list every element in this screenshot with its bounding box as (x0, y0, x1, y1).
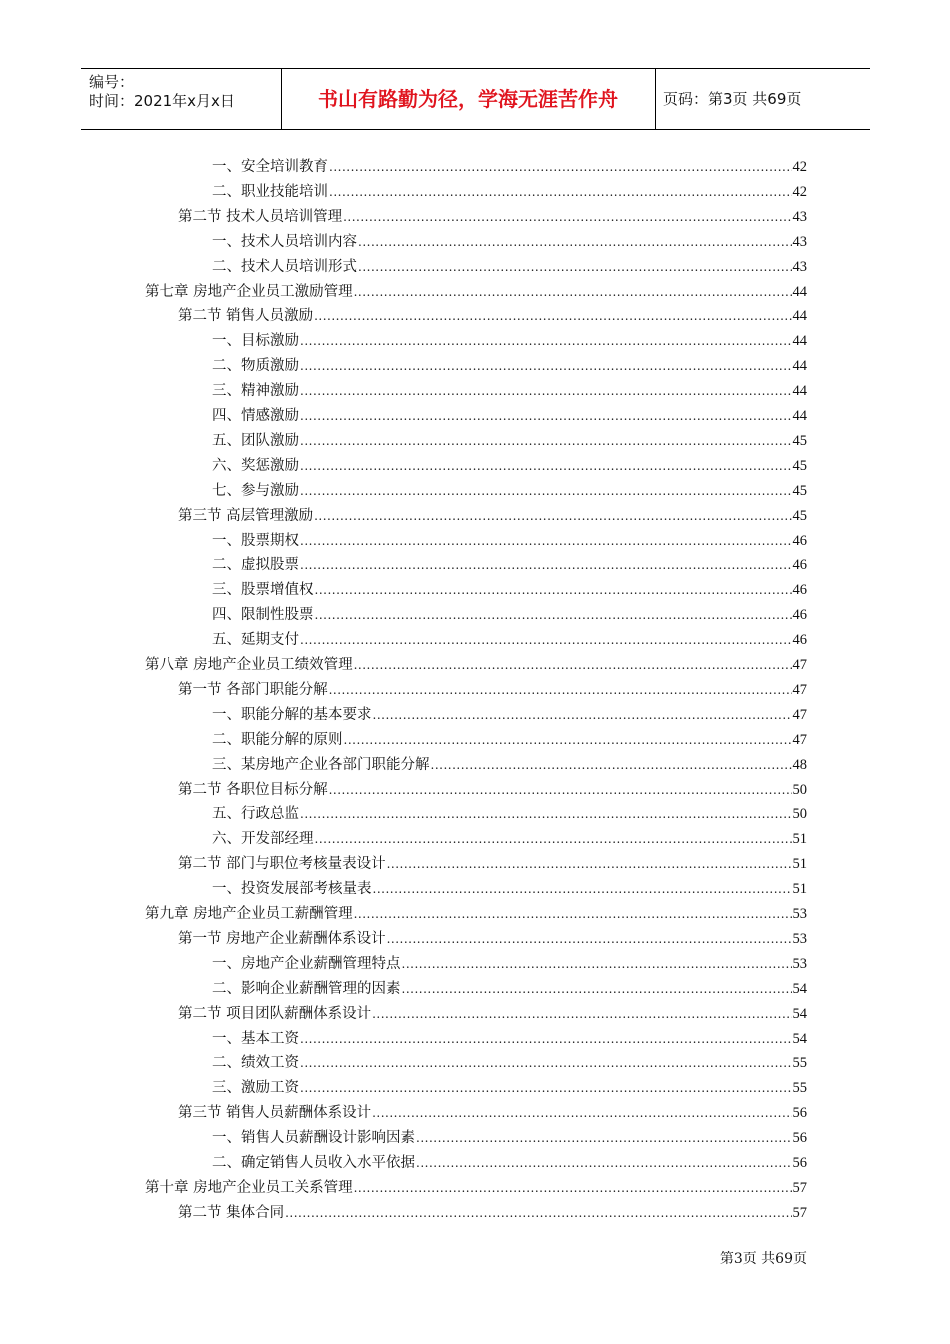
toc-entry-label: 七、参与激励 (212, 482, 299, 499)
toc-dot-leader (300, 455, 792, 477)
toc-dot-leader (372, 1102, 791, 1124)
toc-dot-leader (416, 1127, 792, 1149)
toc-entry-page-number: 46 (792, 582, 807, 599)
toc-entry[interactable] (212, 554, 807, 576)
toc-entry-label: 三、某房地产企业各部门职能分解 (212, 756, 430, 773)
toc-entry-label: 第二节 集体合同 (178, 1204, 285, 1221)
toc-entry[interactable] (212, 604, 807, 626)
toc-dot-leader (329, 779, 792, 801)
toc-entry-label: 五、延期支付 (212, 632, 299, 649)
toc-entry[interactable] (212, 430, 807, 452)
toc-entry-page-number: 44 (792, 383, 807, 400)
toc-entry[interactable] (178, 928, 807, 950)
toc-entry-page-number: 55 (792, 1055, 807, 1072)
toc-entry[interactable] (212, 1052, 807, 1074)
toc-entry-page-number: 43 (792, 208, 807, 225)
toc-entry-page-number: 56 (792, 1130, 807, 1147)
toc-dot-leader (300, 355, 792, 377)
toc-entry[interactable] (178, 505, 807, 527)
toc-entry[interactable] (145, 903, 807, 925)
toc-entry-label: 一、技术人员培训内容 (212, 233, 357, 250)
toc-entry[interactable] (212, 530, 807, 552)
document-code-label: 编号： (89, 73, 135, 91)
document-time: 时间：2021年x月x日 (89, 92, 235, 110)
toc-entry-page-number: 45 (792, 482, 807, 499)
toc-entry-page-number: 46 (792, 607, 807, 624)
toc-entry[interactable] (212, 181, 807, 203)
toc-dot-leader (343, 206, 791, 228)
toc-entry-label: 一、股票期权 (212, 532, 299, 549)
toc-entry-label: 一、安全培训教育 (212, 159, 328, 175)
toc-entry-label: 五、团队激励 (212, 432, 299, 449)
toc-entry-page-number: 56 (792, 1155, 807, 1171)
toc-entry[interactable] (212, 803, 807, 825)
toc-entry[interactable] (212, 455, 807, 477)
toc-entry-page-number: 47 (792, 657, 807, 673)
toc-entry-page-number: 54 (792, 980, 807, 997)
toc-entry-page-number: 45 (792, 457, 807, 474)
toc-dot-leader (354, 281, 792, 303)
toc-dot-leader (329, 181, 792, 203)
document-meta (89, 69, 279, 129)
toc-entry[interactable] (178, 206, 807, 228)
toc-dot-leader (372, 1003, 791, 1025)
toc-entry-label: 二、虚拟股票 (212, 557, 299, 574)
toc-entry-page-number: 47 (792, 731, 807, 748)
toc-entry-label: 第十章 房地产企业员工关系管理 (145, 1179, 353, 1196)
toc-entry-page-number: 51 (792, 856, 807, 873)
toc-entry-page-number: 43 (792, 258, 807, 275)
toc-entry[interactable] (212, 480, 807, 502)
toc-entry-page-number: 54 (792, 1030, 807, 1047)
toc-entry-page-number: 46 (792, 557, 807, 574)
toc-entry-page-number: 50 (792, 781, 807, 798)
toc-entry[interactable] (212, 629, 807, 651)
toc-entry[interactable] (212, 729, 807, 751)
toc-entry[interactable] (212, 579, 807, 601)
toc-dot-leader (373, 704, 792, 726)
toc-entry-page-number: 47 (792, 706, 807, 723)
header-motto: 书山有路勤为径，学海无涯苦作舟 (318, 87, 618, 111)
toc-entry-page-number: 53 (792, 906, 807, 922)
toc-entry-label: 二、物质激励 (212, 358, 299, 375)
toc-entry-page-number: 55 (792, 1080, 807, 1097)
toc-entry-page-number: 51 (792, 881, 807, 898)
toc-entry-label: 三、精神激励 (212, 383, 299, 400)
toc-dot-leader (354, 903, 792, 925)
toc-entry[interactable] (212, 828, 807, 850)
toc-entry-page-number: 44 (792, 308, 807, 325)
toc-entry[interactable] (212, 1127, 807, 1149)
toc-entry-page-number: 44 (792, 358, 807, 375)
toc-entry-page-number: 47 (792, 681, 807, 698)
toc-dot-leader (387, 853, 792, 875)
toc-dot-leader (300, 530, 792, 552)
toc-dot-leader (344, 729, 792, 751)
toc-dot-leader (300, 1028, 792, 1050)
toc-entry[interactable] (212, 256, 807, 278)
toc-dot-leader (354, 654, 792, 676)
toc-dot-leader (300, 629, 792, 651)
header-divider-right (655, 69, 656, 129)
toc-entry[interactable] (212, 878, 807, 900)
toc-entry-page-number: 43 (792, 233, 807, 250)
toc-entry-label: 第二节 部门与职位考核量表设计 (178, 856, 386, 873)
toc-entry-page-number: 46 (792, 632, 807, 649)
toc-entry[interactable] (178, 779, 807, 801)
toc-entry-label: 二、绩效工资 (212, 1055, 299, 1072)
toc-entry-label: 六、开发部经理 (212, 831, 314, 848)
toc-entry[interactable] (212, 1152, 807, 1174)
toc-dot-leader (300, 480, 792, 502)
toc-dot-leader (315, 579, 792, 601)
toc-entry[interactable] (178, 1202, 807, 1224)
toc-entry[interactable] (145, 281, 807, 303)
toc-entry-page-number: 46 (792, 532, 807, 549)
toc-dot-leader (358, 231, 792, 253)
toc-dot-leader (300, 380, 792, 402)
toc-entry-page-number: 51 (792, 831, 807, 848)
toc-dot-leader (315, 604, 792, 626)
toc-dot-leader (300, 330, 792, 352)
toc-entry-label: 四、限制性股票 (212, 607, 314, 624)
toc-entry[interactable] (178, 1102, 807, 1124)
toc-dot-leader (300, 554, 792, 576)
toc-entry-label: 第一节 房地产企业薪酬体系设计 (178, 930, 386, 947)
toc-entry-page-number: 54 (792, 1005, 807, 1022)
page-footer: 第3页 共69页 (719, 1251, 807, 1267)
toc-dot-leader (314, 505, 791, 527)
toc-entry[interactable] (178, 1003, 807, 1025)
header-page-info: 页码：第3页 共69页 (663, 90, 802, 108)
toc-entry[interactable] (212, 330, 807, 352)
toc-dot-leader (329, 679, 792, 701)
toc-entry[interactable] (212, 405, 807, 427)
toc-entry-page-number: 44 (792, 333, 807, 350)
toc-entry-page-number: 42 (792, 159, 807, 175)
toc-entry-label: 二、职能分解的原则 (212, 731, 343, 748)
toc-dot-leader (285, 1202, 791, 1224)
toc-dot-leader (358, 256, 792, 278)
toc-entry-label: 第一节 各部门职能分解 (178, 681, 328, 698)
toc-dot-leader (402, 978, 792, 1000)
toc-dot-leader (314, 305, 791, 327)
toc-entry-label: 二、影响企业薪酬管理的因素 (212, 980, 401, 997)
toc-entry[interactable] (212, 231, 807, 253)
toc-entry-label: 第三节 销售人员薪酬体系设计 (178, 1105, 372, 1122)
toc-entry[interactable] (212, 704, 807, 726)
toc-entry[interactable] (212, 1028, 807, 1050)
toc-entry-label: 第二节 各职位目标分解 (178, 781, 328, 798)
page-header (81, 68, 870, 130)
toc-entry-page-number: 53 (792, 955, 807, 972)
toc-dot-leader (387, 928, 792, 950)
toc-entry-page-number: 44 (792, 408, 807, 424)
toc-dot-leader (431, 754, 792, 776)
toc-entry-page-number: 50 (792, 806, 807, 823)
toc-entry-page-number: 45 (792, 507, 807, 524)
toc-entry-label: 第二节 销售人员激励 (178, 308, 314, 325)
toc-dot-leader (329, 156, 792, 178)
toc-entry[interactable] (212, 1077, 807, 1099)
toc-entry-page-number: 48 (792, 756, 807, 773)
toc-entry-label: 一、基本工资 (212, 1030, 299, 1047)
toc-dot-leader (300, 405, 792, 427)
toc-entry-label: 四、情感激励 (212, 408, 299, 424)
toc-entry-page-number: 56 (792, 1105, 807, 1122)
toc-entry[interactable] (212, 156, 807, 178)
toc-entry-label: 二、技术人员培训形式 (212, 258, 357, 275)
toc-entry[interactable] (212, 355, 807, 377)
toc-entry[interactable] (145, 654, 807, 676)
toc-entry[interactable] (178, 305, 807, 327)
toc-entry-label: 二、确定销售人员收入水平依据 (212, 1155, 415, 1171)
toc-dot-leader (300, 803, 792, 825)
toc-dot-leader (300, 430, 792, 452)
toc-entry-label: 一、销售人员薪酬设计影响因素 (212, 1130, 415, 1147)
toc-entry-label: 六、奖惩激励 (212, 457, 299, 474)
toc-entry-label: 三、股票增值权 (212, 582, 314, 599)
toc-dot-leader (300, 1052, 792, 1074)
toc-entry-page-number: 53 (792, 930, 807, 947)
toc-entry[interactable] (212, 754, 807, 776)
toc-entry-label: 第三节 高层管理激励 (178, 507, 314, 524)
toc-entry-label: 第八章 房地产企业员工绩效管理 (145, 657, 353, 673)
toc-entry[interactable] (178, 853, 807, 875)
toc-dot-leader (402, 953, 792, 975)
toc-entry-page-number: 44 (792, 283, 807, 300)
toc-entry-label: 第二节 技术人员培训管理 (178, 208, 343, 225)
toc-dot-leader (354, 1177, 792, 1199)
toc-dot-leader (300, 1077, 792, 1099)
toc-entry-label: 一、职能分解的基本要求 (212, 706, 372, 723)
toc-entry-page-number: 57 (792, 1204, 807, 1221)
toc-entry-label: 二、职业技能培训 (212, 183, 328, 200)
toc-dot-leader (416, 1152, 792, 1174)
toc-entry-label: 一、投资发展部考核量表 (212, 881, 372, 898)
toc-entry[interactable] (212, 953, 807, 975)
toc-dot-leader (315, 828, 792, 850)
toc-entry-label: 五、行政总监 (212, 806, 299, 823)
toc-entry-label: 第七章 房地产企业员工激励管理 (145, 283, 353, 300)
toc-entry-label: 一、目标激励 (212, 333, 299, 350)
toc-entry-label: 第二节 项目团队薪酬体系设计 (178, 1005, 372, 1022)
toc-entry[interactable] (212, 978, 807, 1000)
toc-entry[interactable] (212, 380, 807, 402)
toc-entry-page-number: 57 (792, 1179, 807, 1196)
toc-entry-page-number: 45 (792, 432, 807, 449)
toc-entry[interactable] (145, 1177, 807, 1199)
toc-entry[interactable] (178, 679, 807, 701)
toc-entry-label: 一、房地产企业薪酬管理特点 (212, 955, 401, 972)
toc-entry-label: 三、激励工资 (212, 1080, 299, 1097)
toc-dot-leader (373, 878, 792, 900)
toc-entry-page-number: 42 (792, 183, 807, 200)
toc-entry-label: 第九章 房地产企业员工薪酬管理 (145, 906, 353, 922)
